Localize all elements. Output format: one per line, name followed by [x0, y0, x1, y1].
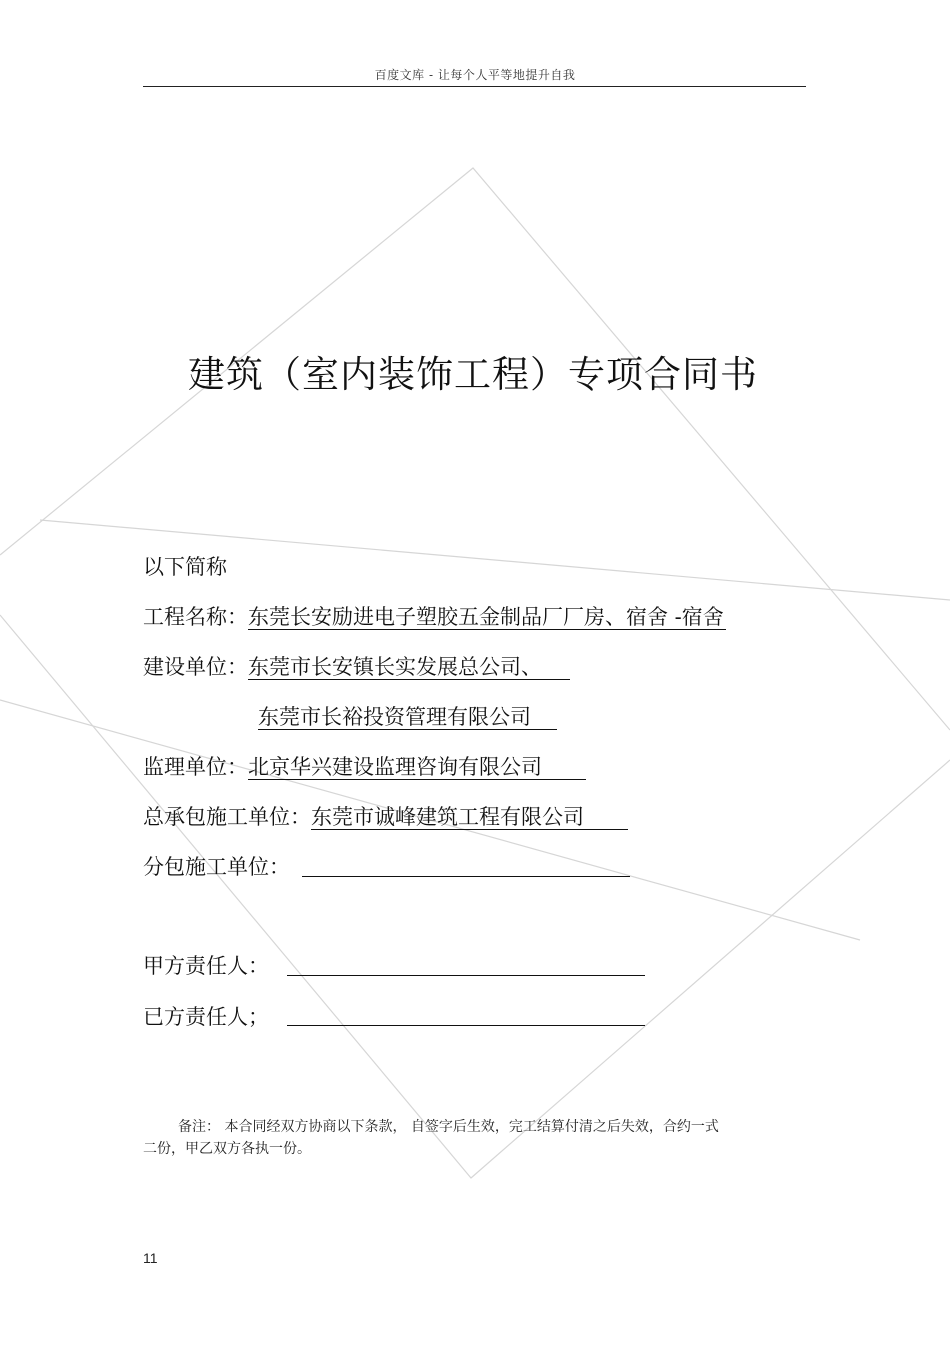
contractor-row	[143, 803, 628, 831]
party-a-signature-line[interactable]	[287, 975, 645, 976]
supervisor-label: 监理单位：	[143, 755, 248, 779]
remark-note	[143, 1116, 783, 1160]
remark-line-2: 二份，甲乙双方各执一份。	[143, 1141, 311, 1157]
subcontractor-blank-line[interactable]	[302, 876, 630, 877]
supervisor-row	[143, 753, 586, 781]
party-b-signature-line[interactable]	[287, 1025, 645, 1026]
builder-row-2	[258, 703, 557, 731]
header-divider	[143, 86, 806, 87]
contractor-value: 东莞市诚峰建筑工程有限公司	[311, 805, 628, 830]
party-a-label: 甲方责任人：	[143, 954, 269, 978]
page-number: 11	[143, 1250, 158, 1266]
builder-value-2: 东莞市长裕投资管理有限公司	[258, 705, 557, 730]
subcontractor-label: 分包施工单位：	[143, 855, 290, 879]
intro-text: 以下简称	[143, 555, 227, 579]
party-b-label: 已方责任人；	[143, 1005, 269, 1029]
page-header: 百度文库 - 让每个人平等地提升自我	[374, 68, 576, 82]
subcontractor-row	[143, 853, 290, 881]
builder-row	[143, 653, 570, 681]
supervisor-value: 北京华兴建设监理咨询有限公司	[248, 755, 586, 780]
project-name-row	[143, 603, 726, 631]
builder-value-1: 东莞市长安镇长实发展总公司、	[248, 655, 570, 680]
party-a-row	[143, 952, 269, 980]
contractor-label: 总承包施工单位：	[143, 805, 311, 829]
project-name-value: 东莞长安励进电子塑胶五金制品厂厂房、宿舍 -宿舍	[248, 605, 724, 629]
party-b-row	[143, 1003, 269, 1031]
builder-label: 建设单位：	[143, 655, 248, 679]
document-title: 建筑（室内装饰工程）专项合同书	[188, 353, 758, 396]
project-name-label: 工程名称：	[143, 605, 248, 629]
remark-line-1: 备注： 本合同经双方协商以下条款， 自签字后生效，完工结算付清之后失效，合约一式	[178, 1119, 719, 1135]
